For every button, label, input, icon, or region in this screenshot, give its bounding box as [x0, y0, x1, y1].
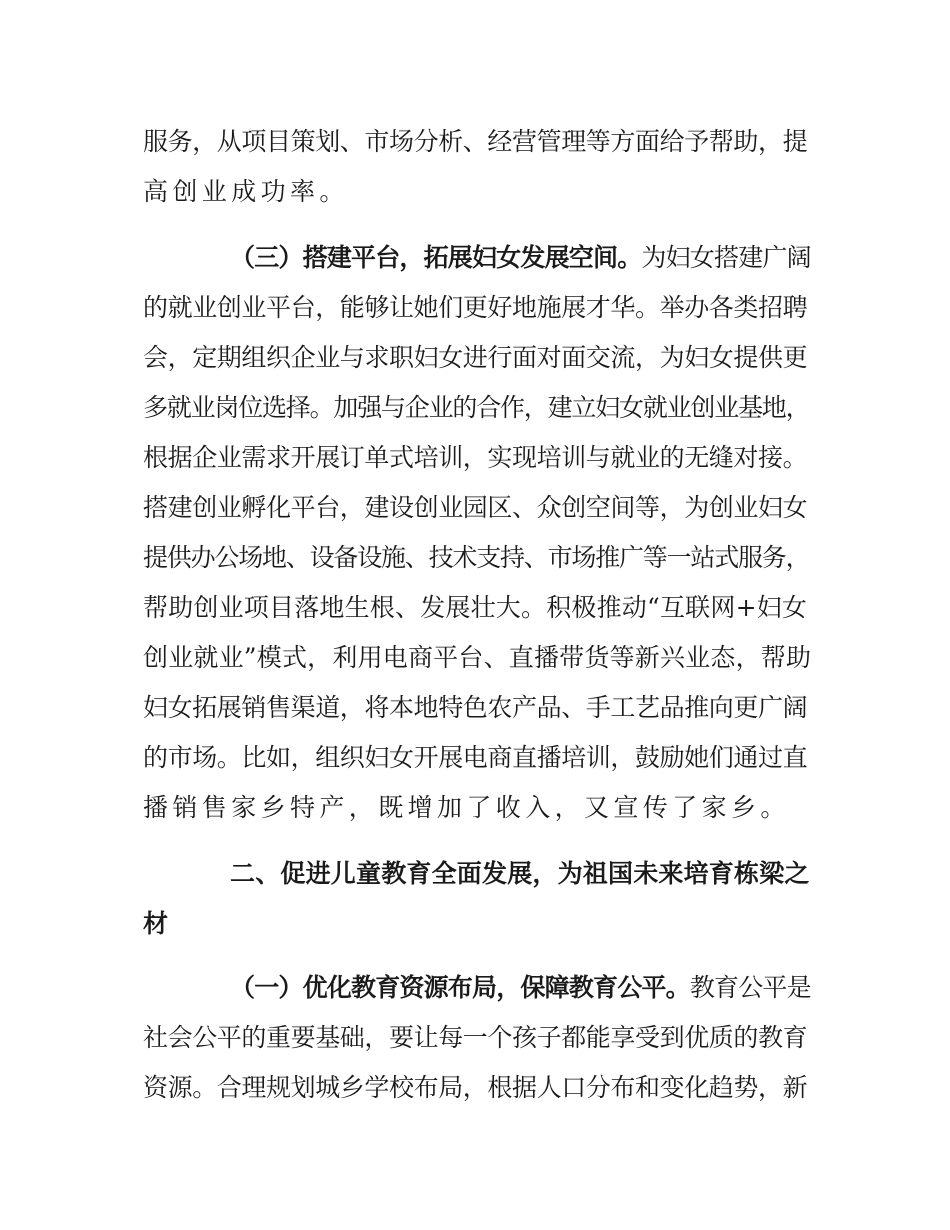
paragraph-line: 会，定期组织企业与求职妇女进行面对面交流，为妇女提供更 [143, 343, 808, 372]
paragraph-line: 根据企业需求开展订单式培训，实现培训与就业的无缝对接。 [143, 443, 808, 472]
paragraph-line: 提供办公场地、设备设施、技术支持、市场推广等一站式服务， [143, 543, 810, 572]
paragraph-lead-line [230, 972, 811, 1004]
section-heading-continuation: 材 [143, 909, 171, 938]
paragraph-line: 创业就业”模式，利用电商平台、直播带货等新兴业态，帮助 [143, 643, 812, 672]
paragraph-line: 播销售家乡特产，既增加了收入，又宣传了家乡。 [143, 793, 790, 822]
paragraph-line: 搭建创业孵化平台，建设创业园区、众创空间等，为创业妇女 [143, 493, 808, 522]
paragraph-line: 的市场。比如，组织妇女开展电商直播培训，鼓励她们通过直 [143, 743, 808, 772]
subsection-heading: （一）优化教育资源布局，保障教育公平。 [230, 973, 690, 1002]
paragraph-line: 帮助创业项目落地生根、发展壮大。积极推动“互联网+妇女 [143, 593, 808, 622]
paragraph-text: 为妇女搭建广阔 [641, 243, 811, 272]
section-heading: 二、促进儿童教育全面发展，为祖国未来培育栋梁之 [230, 859, 810, 888]
paragraph-line: 资源。合理规划城乡学校布局，根据人口分布和变化趋势，新 [143, 1073, 808, 1102]
paragraph-line: 多就业岗位选择。加强与企业的合作，建立妇女就业创业基地， [143, 393, 810, 422]
paragraph-line: 服务，从项目策划、市场分析、经营管理等方面给予帮助，提 [143, 127, 808, 156]
subsection-heading: （三）搭建平台，拓展妇女发展空间。 [230, 243, 642, 272]
paragraph-line: 高创业成功率。 [143, 177, 349, 206]
paragraph-line: 社会公平的重要基础，要让每一个孩子都能享受到优质的教育 [143, 1023, 808, 1052]
paragraph-line: 的就业创业平台，能够让她们更好地施展才华。举办各类招聘 [143, 293, 808, 322]
paragraph-lead-line [230, 242, 811, 274]
paragraph-text: 教育公平是 [689, 973, 811, 1002]
paragraph-line: 妇女拓展销售渠道，将本地特色农产品、手工艺品推向更广阔 [143, 693, 808, 722]
